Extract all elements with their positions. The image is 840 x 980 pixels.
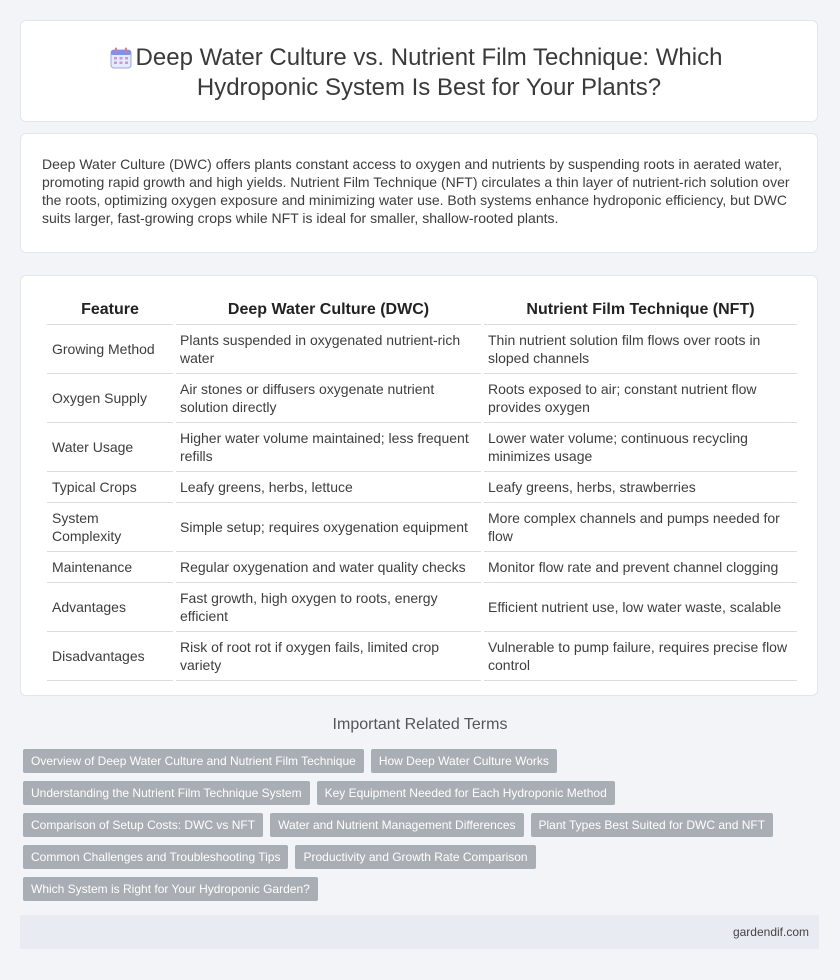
related-terms-title: Important Related Terms	[332, 716, 508, 733]
related-term-link[interactable]: Productivity and Growth Rate Comparison	[295, 845, 535, 869]
table-cell: Roots exposed to air; constant nutrient flow provides oxygen	[484, 374, 797, 423]
table-cell: System Complexity	[47, 503, 173, 552]
intro-card	[20, 133, 818, 253]
column-header: Feature	[47, 294, 173, 325]
table-cell: More complex channels and pumps needed for flow	[484, 503, 797, 552]
table-cell: Thin nutrient solution film flows over roots in sloped channels	[484, 325, 797, 374]
related-term-link[interactable]: Understanding the Nutrient Film Technique System	[23, 781, 310, 805]
table-row	[47, 472, 797, 503]
table-cell: Fast growth, high oxygen to roots, energy efficient	[176, 583, 481, 632]
related-term-link[interactable]: Comparison of Setup Costs: DWC vs NFT	[23, 813, 263, 837]
table-row	[47, 325, 797, 374]
table-cell: Disadvantages	[47, 632, 173, 681]
intro-paragraph: Deep Water Culture (DWC) offers plants constant access to oxygen and nutrients by suspending roots in aerated water, promoting rapid growth and high yields. Nutrient Film Technique (NFT) circulates a thin layer of nutrient-rich solution over the roots, optimizing oxygen exposure and minimizing water use. Both systems enhance hydroponic efficiency, but DWC suits larger, fast-growing crops while NFT is ideal for smaller, shallow-rooted plants.	[42, 156, 790, 226]
comparison-table	[44, 294, 800, 681]
table-cell: Vulnerable to pump failure, requires precise flow control	[484, 632, 797, 681]
related-term-link[interactable]: Overview of Deep Water Culture and Nutrient Film Technique	[23, 749, 364, 773]
related-term-link[interactable]: Common Challenges and Troubleshooting Tips	[23, 845, 288, 869]
table-cell: Lower water volume; continuous recycling minimizes usage	[484, 423, 797, 472]
related-term-link[interactable]: Which System is Right for Your Hydroponic Garden?	[23, 877, 318, 901]
table-cell: Oxygen Supply	[47, 374, 173, 423]
table-cell: Monitor flow rate and prevent channel clogging	[484, 552, 797, 583]
table-cell: Air stones or diffusers oxygenate nutrient solution directly	[176, 374, 481, 423]
table-cell: Risk of root rot if oxygen fails, limited crop variety	[176, 632, 481, 681]
table-cell: Plants suspended in oxygenated nutrient-rich water	[176, 325, 481, 374]
header-card	[20, 20, 818, 122]
table-cell: Growing Method	[47, 325, 173, 374]
table-row	[47, 632, 797, 681]
table-row	[47, 552, 797, 583]
site-name[interactable]: gardendif.com	[732, 925, 809, 939]
related-term-link[interactable]: Water and Nutrient Management Differences	[270, 813, 523, 837]
table-cell: Leafy greens, herbs, lettuce	[176, 472, 481, 503]
related-term-link[interactable]: How Deep Water Culture Works	[371, 749, 557, 773]
footer	[20, 915, 819, 949]
table-cell: Maintenance	[47, 552, 173, 583]
page-title: Deep Water Culture vs. Nutrient Film Technique: Which Hydroponic System Is Best for Your Plants?	[135, 44, 723, 101]
related-term-link[interactable]: Key Equipment Needed for Each Hydroponic Method	[317, 781, 615, 805]
table-header-row	[47, 294, 797, 325]
table-cell: Water Usage	[47, 423, 173, 472]
column-header: Nutrient Film Technique (NFT)	[484, 294, 797, 325]
table-cell: Advantages	[47, 583, 173, 632]
table-cell: Higher water volume maintained; less frequent refills	[176, 423, 481, 472]
table-cell: Simple setup; requires oxygenation equipment	[176, 503, 481, 552]
table-cell: Typical Crops	[47, 472, 173, 503]
comparison-table-card	[20, 275, 818, 696]
table-row	[47, 583, 797, 632]
table-cell: Leafy greens, herbs, strawberries	[484, 472, 797, 503]
table-row	[47, 374, 797, 423]
column-header: Deep Water Culture (DWC)	[176, 294, 481, 325]
table-cell: Regular oxygenation and water quality checks	[176, 552, 481, 583]
related-term-link[interactable]: Plant Types Best Suited for DWC and NFT	[531, 813, 774, 837]
table-cell: Efficient nutrient use, low water waste, scalable	[484, 583, 797, 632]
table-row	[47, 423, 797, 472]
related-terms-list	[23, 749, 803, 909]
table-row	[47, 503, 797, 552]
